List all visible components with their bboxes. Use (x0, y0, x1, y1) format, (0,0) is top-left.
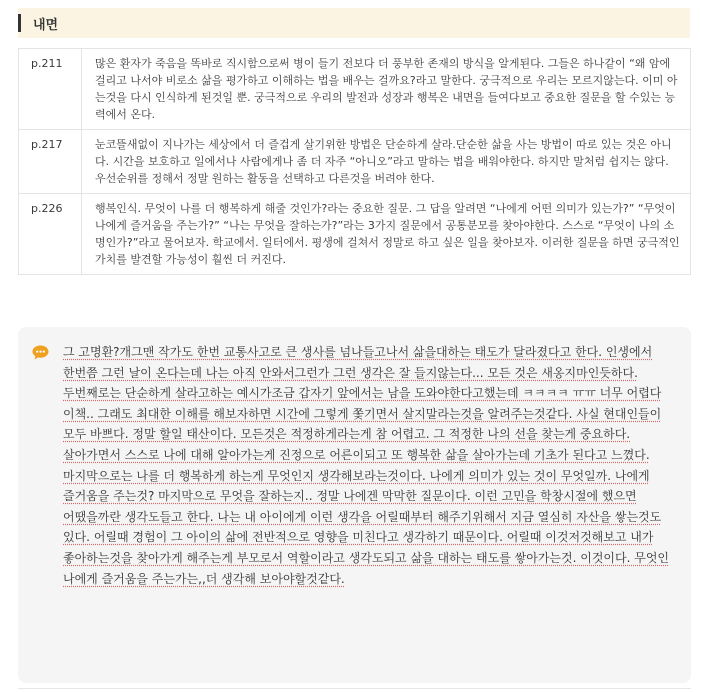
quote-page: p.217 (19, 130, 82, 194)
quote-page: p.211 (19, 49, 82, 130)
comment-text: 그 고명환?개그맨 작가도 한번 교통사고로 큰 생사를 넘나들고나서 삶을대하는 태도가 달라졌다고 한다. 인생에서 한번쯤 그런 날이 온다는데 나는 아직 안와서그런가 그런 생각은 잘 들지않는다... 모든 것은 새옹지마인듯하다. 두번째로는 단순하게 살라고하는 예시가조금 갑자기 앞에서는 남을 도와야한다고했는데 ㅋㅋㅋㅋ ㅠㅠ 너무 어렵다 이책.. 그래도 최대한 이해를 해보자하면 시간에 그렇게 쫓기면서 살지말라는것을 알려주는것같다. 사실 현대인들이 모두 바쁘다. 정말 할일 태산이다. 모든것은 적정하게라는게 참 어렵고. 그 적정한 나의 선을 찾는게 중요하다. 살아가면서 스스로 나에 대해 알아가는게 진정으로 어른이되고 또 행복한 삶을 살아가는데 기초가 된다고 느꼈다. 마지막으로는 나를 더 행복하게 하는게 무엇인지 생각해보라는것이다. 나에게 의미가 있는 것이 무엇일까. 나에게 즐거움을 주는것? 마지막으로 무엇을 잘하는지.. 정말 나에겐 막막한 질문이다. 이런 고민을 학창시절에 했으면 어땠을까란 생각도들고 한다. 나는 내 아이에게 이런 생각을 어릴때부터 해주기위해서 지금 열심히 자산을 쌓는것도 있다. 어릴때 경험이 그 아이의 삶에 전반적으로 영향을 미친다고 생각하기 때문이다. 어릴때 이것저것해보고 내가 좋아하는것을 찾아가게 해주는게 부모로서 역할이라고 생각도되고 삶을 대하는 태도를 쌓아가는것. 이것이다. 무엇인 나에게 즐거움을 주는가는,,더 생각해 보아야할것같다. (63, 345, 670, 586)
quote-text: 눈코뜰새없이 지나가는 세상에서 더 즐겁게 살기위한 방법은 단순하게 살라.단순한 삶을 사는 방법이 따로 있는 것은 아니다. 시간을 보호하고 일에서나 사람에게나 좀 더 자주 “아니오”라고 말하는 법을 배워야한다. 하지만 말처럼 쉽지는 않다. 우선순위를 정해서 정말 원하는 활동을 선택하고 다른것을 버려야 한다. (82, 130, 691, 194)
quote-page: p.226 (19, 194, 82, 275)
quote-text: 행복인식. 무엇이 나를 더 행복하게 해줄 것인가?라는 중요한 질문. 그 답을 알려면 “나에게 어떤 의미가 있는가?” “무엇이 나에게 즐거움을 주는가?” “나는 무엇을 잘하는가?”라는 3가지 질문에서 공통분모를 찾아야한다. 스스로 “무엇이 나의 소명인가?”라고 물어보자. 학교에서. 일터에서. 평생에 걸쳐서 정말로 하고 싶은 일을 찾아보자. 이러한 질문을 하면 궁극적인 가치를 발견할 가능성이 훨씬 더 커진다. (82, 194, 691, 275)
quote-text: 많은 환자가 죽음을 똑바로 직시함으로써 병이 들기 전보다 더 풍부한 존재의 방식을 알게된다. 그들은 하나같이 “왜 암에 걸리고 나서야 비로소 삶을 평가하고 이해하는 법을 배우는 걸까요?라고 말한다. 궁극적으로 우리는 모르지않는다. 이미 아는것을 다시 인식하게 된것일 뿐. 궁극적으로 우리의 발전과 성장과 행복은 내면을 들여다보고 중요한 질문을 할 수있는 능력에서 온다. (82, 49, 691, 130)
divider (18, 688, 691, 689)
speech-bubble-icon (32, 345, 49, 360)
section-header (18, 8, 690, 38)
quotes-table (18, 48, 691, 275)
section-title: 내면 (33, 17, 59, 33)
quote-row (19, 49, 691, 130)
quote-row (19, 130, 691, 194)
comment-box (18, 327, 691, 683)
section-accent-bar (18, 14, 21, 32)
quote-row (19, 194, 691, 275)
